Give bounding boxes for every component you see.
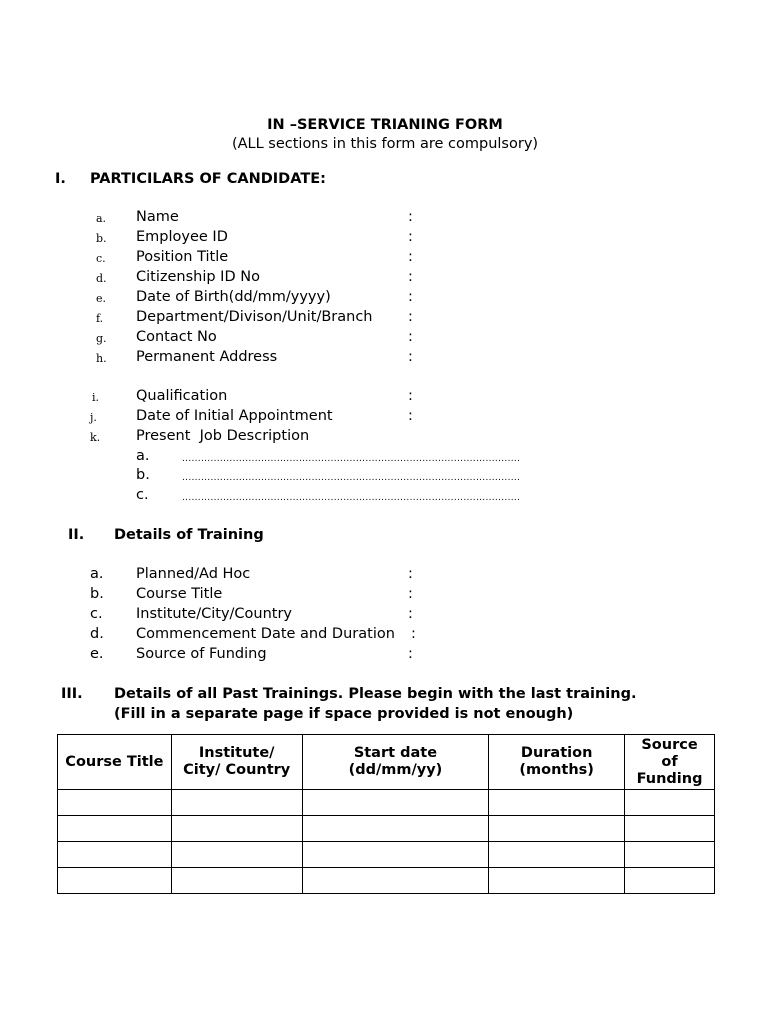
field-institute: [0, 606, 770, 626]
field-letter: j.: [90, 411, 97, 424]
field-source-of-funding: [0, 646, 770, 666]
field-letter: e.: [96, 292, 107, 305]
table-cell[interactable]: [58, 816, 172, 842]
table-cell[interactable]: [489, 842, 625, 868]
field-colon: :: [408, 586, 413, 602]
field-colon: :: [408, 229, 413, 245]
field-label: Name: [136, 209, 179, 225]
field-department: [0, 309, 770, 329]
field-permanent-address: [0, 349, 770, 369]
field-letter: b.: [96, 232, 107, 245]
field-label: Department/Divison/Unit/Branch: [136, 309, 373, 325]
section-1-title: PARTICILARS OF CANDIDATE:: [90, 171, 326, 187]
field-letter: i.: [92, 391, 100, 404]
form-subtitle: (ALL sections in this form are compulsory): [231, 136, 539, 152]
field-colon: :: [408, 329, 413, 345]
table-cell[interactable]: [625, 842, 715, 868]
field-label: Employee ID: [136, 229, 228, 245]
dotted-line: ...........................................................................................................: [182, 493, 521, 503]
line-letter: a.: [136, 448, 150, 464]
field-commencement: [0, 626, 770, 646]
field-letter: d.: [96, 272, 107, 285]
field-label: Source of Funding: [136, 646, 267, 662]
field-label: Contact No: [136, 329, 217, 345]
table-cell[interactable]: [171, 868, 302, 894]
column-header-start-date: [302, 735, 489, 790]
field-label: Date of Birth(dd/mm/yyyy): [136, 289, 331, 305]
field-colon: :: [408, 566, 413, 582]
header-line: Course Title: [65, 753, 164, 770]
field-colon: :: [408, 289, 413, 305]
table-cell[interactable]: [58, 842, 172, 868]
line-letter: c.: [136, 487, 149, 503]
field-colon: :: [408, 408, 413, 424]
field-letter: a.: [96, 212, 107, 225]
form-title: IN –SERVICE TRIANING FORM: [267, 117, 503, 133]
field-colon: :: [408, 309, 413, 325]
header-line: City/ Country: [183, 762, 291, 778]
column-header-source-of-funding: [625, 735, 715, 790]
field-planned-adhoc: [0, 566, 770, 586]
table-row: [58, 816, 715, 842]
field-label: Citizenship ID No: [136, 269, 260, 285]
section-3-note: (Fill in a separate page if space provided is not enough): [114, 706, 574, 722]
field-letter: f.: [96, 312, 104, 325]
field-letter: d.: [90, 626, 104, 642]
field-colon: :: [408, 209, 413, 225]
field-colon: :: [408, 249, 413, 265]
field-label: Planned/Ad Hoc: [136, 566, 251, 582]
section-1-number: I.: [55, 171, 66, 187]
field-letter: k.: [90, 431, 101, 444]
header-line: Start date: [353, 745, 438, 761]
job-description-line-c: [0, 487, 770, 507]
field-colon: :: [408, 388, 413, 404]
table-cell[interactable]: [171, 816, 302, 842]
job-description-line-b: [0, 467, 770, 487]
field-colon: :: [408, 349, 413, 365]
header-line: Funding: [636, 770, 703, 787]
table-cell[interactable]: [625, 790, 715, 816]
section-3-title: Details of all Past Trainings. Please begin with the last training.: [114, 686, 637, 702]
dotted-line: ...........................................................................................................: [182, 473, 521, 483]
column-header-duration: [489, 735, 625, 790]
section-2-number: II.: [68, 527, 85, 543]
table-row: [58, 790, 715, 816]
field-colon: :: [408, 646, 413, 662]
table-cell[interactable]: [625, 868, 715, 894]
field-letter: b.: [90, 586, 104, 602]
table-row: [58, 842, 715, 868]
table-cell[interactable]: [625, 816, 715, 842]
field-label: Present Job Description: [136, 428, 310, 444]
header-line: of: [661, 753, 678, 770]
field-label: Qualification: [136, 388, 228, 404]
table-cell[interactable]: [489, 790, 625, 816]
section-3-number: III.: [61, 686, 83, 702]
field-letter: g.: [96, 332, 107, 345]
field-letter: c.: [96, 252, 106, 265]
line-letter: b.: [136, 467, 150, 483]
field-date-of-birth: [0, 289, 770, 309]
table-header-row: [58, 735, 715, 790]
table-cell[interactable]: [171, 842, 302, 868]
field-qualification: [0, 388, 770, 408]
table-cell[interactable]: [58, 790, 172, 816]
table-cell[interactable]: [302, 790, 489, 816]
field-initial-appointment: [0, 408, 770, 428]
field-position-title: [0, 249, 770, 269]
table-cell[interactable]: [489, 868, 625, 894]
field-colon: :: [408, 269, 413, 285]
field-employee-id: [0, 229, 770, 249]
table-cell[interactable]: [171, 790, 302, 816]
field-colon: :: [408, 606, 413, 622]
header-line: Duration: [520, 745, 593, 761]
header-line: (months): [519, 762, 594, 778]
table-cell[interactable]: [302, 868, 489, 894]
field-name: [0, 209, 770, 229]
field-citizenship-id: [0, 269, 770, 289]
table-row: [58, 868, 715, 894]
field-job-description: [0, 428, 770, 448]
field-label: Permanent Address: [136, 349, 278, 365]
field-colon: :: [411, 626, 416, 642]
field-letter: a.: [90, 566, 104, 582]
field-label: Institute/City/Country: [136, 606, 293, 622]
field-contact-no: [0, 329, 770, 349]
section-2-title: Details of Training: [114, 527, 264, 543]
field-label: Course Title: [136, 586, 223, 602]
table-cell[interactable]: [302, 816, 489, 842]
field-course-title: [0, 586, 770, 606]
dotted-line: ...........................................................................................................: [182, 454, 521, 464]
header-line: Institute/: [198, 745, 275, 761]
header-line: Source: [641, 736, 698, 753]
table-cell[interactable]: [302, 842, 489, 868]
field-label: Position Title: [136, 249, 229, 265]
table-cell[interactable]: [58, 868, 172, 894]
past-trainings-table: [57, 734, 715, 894]
table-cell[interactable]: [489, 816, 625, 842]
column-header-course-title: [58, 735, 172, 790]
field-label: Commencement Date and Duration: [136, 626, 395, 642]
field-letter: c.: [90, 606, 103, 622]
field-letter: h.: [96, 352, 107, 365]
field-label: Date of Initial Appointment: [136, 408, 333, 424]
job-description-line-a: [0, 448, 770, 468]
column-header-institute: [171, 735, 302, 790]
field-letter: e.: [90, 646, 104, 662]
header-line: (dd/mm/yy): [348, 762, 443, 778]
